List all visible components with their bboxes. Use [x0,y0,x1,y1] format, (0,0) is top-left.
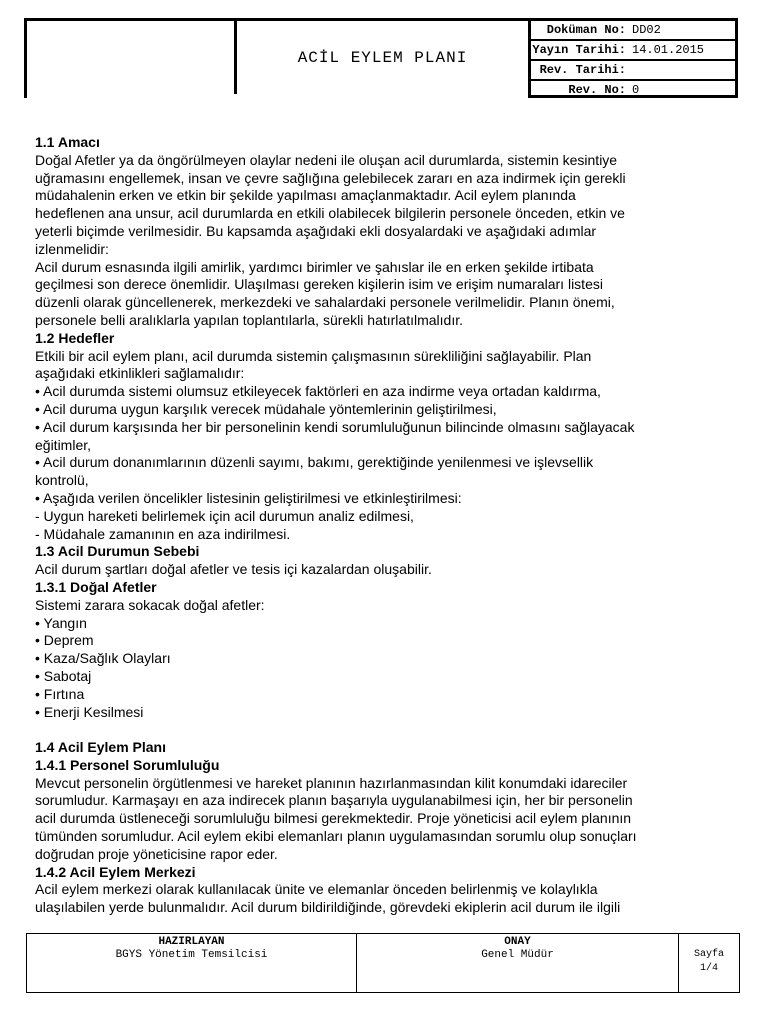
header-left-border [24,18,27,98]
approval-value: Genel Müdür [481,949,554,961]
meta-row-doc-no [531,21,735,41]
body-text-line: eğitimler, [35,436,92,453]
meta-value: DD02 [632,23,661,37]
approval-label: ONAY [504,936,531,948]
body-text-line: - Uygun hareketi belirlemek için acil durumun analiz edilmesi, [35,507,414,524]
body-text-line: sorumludur. Karmaşayı en aza indirecek planın başarıyla uygulanabilmesi için, her bir personelin [35,792,633,809]
body-text-line: • Yangın [35,614,87,631]
document-header [24,18,742,102]
body-text-line: Acil durum şartları doğal afetler ve tesis içi kazalardan oluşabilir. [35,561,432,578]
body-text-line: düzenli olarak güncellenerek, merkezdeki ve sahalardaki personele verilmelidir. Planın önemi, [35,294,615,311]
meta-row-rev-no [531,81,735,99]
page-number-cell [679,934,739,992]
body-text-line: yeterli biçimde verilmesidir. Bu kapsamda aşağıdaki ekli dosyalardaki ve aşağıdaki adımlar [35,222,597,239]
section-heading: 1.4.1 Personel Sorumluluğu [35,756,220,773]
meta-label: Rev. Tarihi: [539,63,626,77]
body-text-line: • Sabotaj [35,667,92,684]
body-text-line: • Acil durum donanımlarının düzenli sayımı, bakımı, gerektiğinde yenilenmesi ve işlevsellik [35,454,594,471]
body-text-line: Etkili bir acil eylem planı, acil durumda sistemin çalışmasının sürekliliğini sağlayabilir. Plan [35,347,592,364]
section-heading: 1.3 Acil Durumun Sebebi [35,543,200,560]
meta-label: Rev. No: [568,83,626,97]
body-text-line: Acil eylem merkezi olarak kullanılacak ünite ve elemanlar önceden belirlenmiş ve kolaylıkla [35,881,598,898]
prepared-by-cell [27,934,357,992]
meta-label: Yayın Tarihi: [532,43,626,57]
section-heading: 1.2 Hedefler [35,329,115,346]
section-heading: 1.4.2 Acil Eylem Merkezi [35,863,196,880]
body-text-line: - Müdahale zamanının en aza indirilmesi. [35,525,291,542]
body-text-line: • Deprem [35,632,94,649]
prepared-by-value: BGYS Yönetim Temsilcisi [115,949,268,961]
body-text-line: • Enerji Kesilmesi [35,703,144,720]
body-text-line: ulaşılabilen yerde bulunmalıdır. Acil durum bildirildiğinde, görevdeki ekiplerin acil durum ile ilgili [35,899,621,916]
meta-value: 14.01.2015 [632,43,705,57]
page-label: Sayfa [693,949,724,960]
blank-line [35,721,725,739]
body-text-line: • Acil duruma uygun karşılık verecek müdahale yöntemlerinin geliştirilmesi, [35,400,497,417]
document-meta-table [528,18,738,98]
body-text-line: Doğal Afetler ya da öngörülmeyen olaylar nedeni ile oluşan acil durumlarda, sistemin kesintiye [35,151,618,168]
body-text-line: doğrudan proje yöneticisine rapor eder. [35,845,278,862]
body-text-line: müdahalenin erken ve etkin bir şekilde yapılması amaçlanmaktadır. Acil eylem planında [35,187,576,204]
meta-row-rev-date [531,61,735,81]
section-heading: 1.1 Amacı [35,134,100,150]
body-text-line: aşağıdaki etkinlikleri sağlamalıdır: [35,365,245,382]
body-text-line: personele belli aralıklarla yapılan toplantılarla, sürekli hatırlatılmalıdır. [35,311,463,328]
approval-cell [357,934,679,992]
meta-label: Doküman No: [546,23,626,37]
body-text-line: • Fırtına [35,685,85,702]
body-text-line: • Acil durumda sistemi olumsuz etkileyecek faktörleri en aza indirme veya ortadan kaldırma, [35,383,601,400]
body-text-line: acil durumda üstleneceği sorumluluğu bilmesi gerekmektedir. Proje yöneticisi acil eylem planının [35,810,632,827]
document-body [35,134,725,917]
body-text-line: • Aşağıda verilen öncelikler listesinin geliştirilmesi ve etkinleştirilmesi: [35,489,462,506]
body-text-line: geçilmesi son derece önemlidir. Ulaşılması gereken kişilerin isim ve erişim numaraları listesi [35,276,603,293]
section-heading: 1.3.1 Doğal Afetler [35,578,157,595]
body-text-line: hedeflenen ana unsur, acil durumlarda en etkili olabilecek bilgilerin personele önceden, etkin ve [35,205,625,222]
body-text-line: izlenmelidir: [35,240,109,257]
body-text-line: tümünden sorumludur. Acil eylem ekibi elemanları planın uygulamasından sorumlu olup sonuçları [35,828,637,845]
meta-value: 0 [632,83,640,97]
approval-footer [26,933,740,993]
body-text-line: • Acil durum karşısında her bir personelinin kendi sorumluluğunun bilincinde olmasını sağlayacak [35,418,635,435]
body-text-line: uğramasını engellemek, insan ve çevre sağlığına gelebilecek zararı en aza indirmek için gerekli [35,169,626,186]
section-heading: 1.4 Acil Eylem Planı [35,739,166,756]
body-text-line: Mevcut personelin örgütlenmesi ve hareket planının hazırlanmasından kilit konumdaki idareciler [35,774,628,791]
page-number: 1/4 [699,963,718,974]
body-text-line: Sistemi zarara sokacak doğal afetler: [35,596,265,613]
prepared-by-label: HAZIRLAYAN [158,936,225,948]
body-text-line: • Kaza/Sağlık Olayları [35,650,171,667]
body-text-line: Acil durum esnasında ilgili amirlik, yardımcı birimler ve şahıslar ile en erken şekilde irtibata [35,258,594,275]
body-text-line: kontrolü, [35,472,89,489]
meta-row-publish-date [531,41,735,61]
document-title: ACİL EYLEM PLANI [297,49,468,67]
